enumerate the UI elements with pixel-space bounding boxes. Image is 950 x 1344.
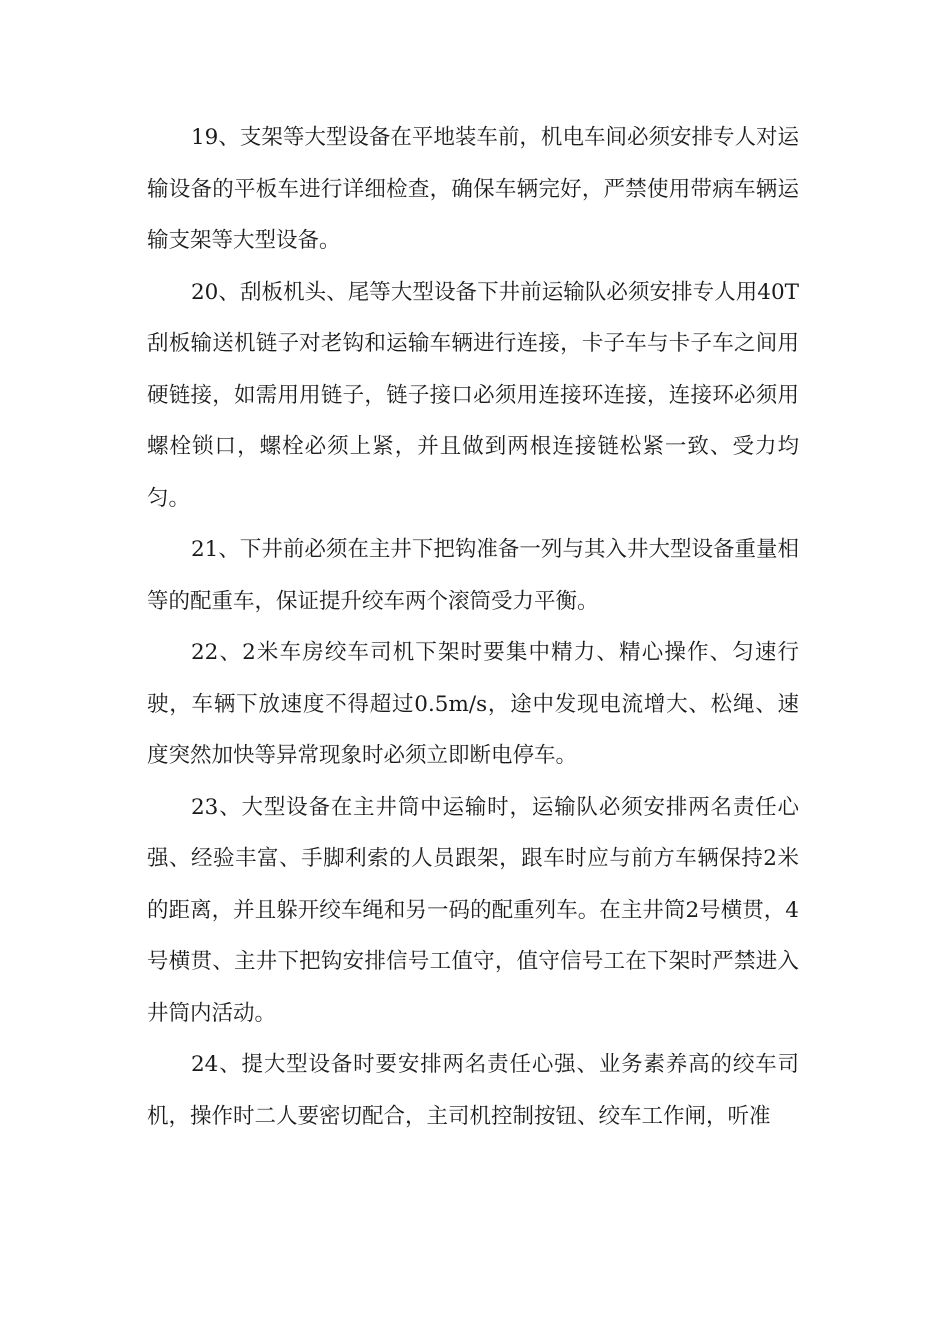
document-page (147, 112, 799, 1142)
paragraph-20: 20、刮板机头、尾等大型设备下井前运输队必须安排专人用40T刮板输送机链子对老钩和运输车辆进行连接，卡子车与卡子车之间用硬链接，如需用用链子，链子接口必须用连接环连接，连接环必须用螺栓锁口，螺栓必须上紧，并且做到两根连接链松紧一致、受力均匀。 (147, 279, 799, 511)
paragraph-24: 24、提大型设备时要安排两名责任心强、业务素养高的绞车司机，操作时二人要密切配合，主司机控制按钮、绞车工作闸，听准 (147, 1052, 799, 1129)
paragraph-21: 21、下井前必须在主井下把钩准备一列与其入井大型设备重量相等的配重车，保证提升绞车两个滚筒受力平衡。 (147, 537, 799, 614)
paragraph-19: 19、支架等大型设备在平地装车前，机电车间必须安排专人对运输设备的平板车进行详细检查，确保车辆完好，严禁使用带病车辆运输支架等大型设备。 (147, 125, 799, 253)
paragraph-22: 22、2米车房绞车司机下架时要集中精力、精心操作、匀速行驶，车辆下放速度不得超过0.5m/s，途中发现电流增大、松绳、速度突然加快等异常现象时必须立即断电停车。 (147, 640, 799, 768)
paragraph-23: 23、大型设备在主井筒中运输时，运输队必须安排两名责任心强、经验丰富、手脚利索的人员跟架，跟车时应与前方车辆保持2米的距离，并且躲开绞车绳和另一码的配重列车。在主井筒2号横贯，4号横贯、主井下把钩安排信号工值守，值守信号工在下架时严禁进入井筒内活动。 (147, 794, 799, 1026)
